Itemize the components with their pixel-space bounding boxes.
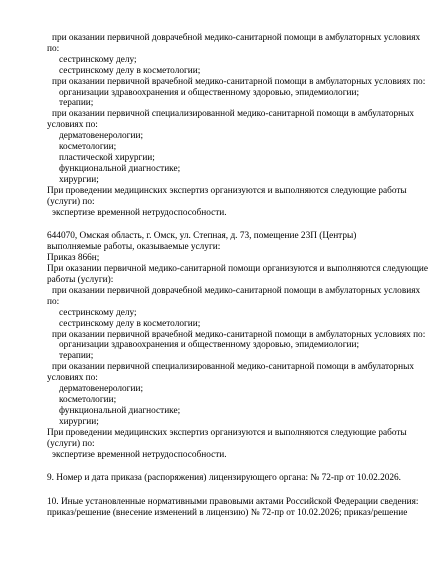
text-line: по:: [47, 43, 60, 54]
text-line: сестринскому делу;: [59, 54, 137, 65]
section-10-line: 10. Иные установленные нормативными правовыми актами Российской Федерации сведения:: [47, 497, 419, 508]
text-line: При проведении медицинских экспертиз организуются и выполняются следующие работы: [47, 185, 407, 196]
spacer: [47, 484, 390, 497]
text-line: сестринскому делу;: [59, 307, 137, 318]
text-line: при оказании первичной врачебной медико-санитарной помощи в амбулаторных условиях по:: [52, 76, 426, 87]
text-line: При оказании первичной медико-санитарной помощи организуются и выполняются следующие: [47, 264, 429, 275]
spacer: [47, 218, 390, 231]
text-line: организации здравоохранения и общественному здоровью, эпидемиологии;: [59, 340, 360, 351]
text-line: (услуги) по:: [47, 196, 95, 207]
text-line: работы (услуги):: [47, 275, 114, 286]
text-line: организации здравоохранения и общественному здоровью, эпидемиологии;: [59, 87, 360, 98]
text-line: хирургии;: [59, 174, 99, 185]
spacer: [47, 460, 390, 473]
text-line: по:: [47, 296, 60, 307]
text-line: функциональной диагностике;: [59, 405, 181, 416]
text-line: при оказании первичной специализированной медико-санитарной помощи в амбулаторных: [52, 362, 415, 373]
text-line: пластической хирургии;: [59, 152, 155, 163]
text-line: сестринскому делу в косметологии;: [59, 65, 201, 76]
text-line: При проведении медицинских экспертиз организуются и выполняются следующие работы: [47, 427, 407, 438]
text-line: при оказании первичной доврачебной медико-санитарной помощи в амбулаторных условиях: [52, 285, 421, 296]
text-line: хирургии;: [59, 416, 99, 427]
text-line: терапии;: [59, 98, 94, 109]
address-line: 644070, Омская область, г. Омск, ул. Степная, д. 73, помещение 23П (Центры): [47, 231, 357, 242]
text-line: Приказ 866н;: [47, 253, 100, 264]
text-line: выполняемые работы, оказываемые услуги:: [47, 242, 221, 253]
text-line: косметологии;: [59, 395, 117, 405]
text-line: при оказании первичной врачебной медико-санитарной помощи в амбулаторных условиях по:: [52, 329, 426, 340]
text-line: дерматовенерологии;: [59, 131, 144, 142]
section-9-line: 9. Номер и дата приказа (распоряжения) лицензирующего органа: № 72-пр от 10.02.2026.: [47, 473, 402, 484]
text-line: при оказании первичной доврачебной медико-санитарной помощи в амбулаторных условиях: [52, 33, 421, 43]
text-line: при оказании первичной специализированной медико-санитарной помощи в амбулаторных: [52, 109, 415, 120]
text-line: дерматовенерологии;: [59, 384, 144, 395]
text-line: условиях по:: [47, 120, 98, 131]
text-line: экспертизе временной нетрудоспособности.: [52, 207, 227, 218]
text-line: экспертизе временной нетрудоспособности.: [52, 449, 227, 460]
text-line: функциональной диагностике;: [59, 163, 181, 174]
text-line: терапии;: [59, 351, 94, 362]
text-line: сестринскому делу в косметологии;: [59, 318, 201, 329]
text-line: (услуги) по:: [47, 438, 95, 449]
text-line: косметологии;: [59, 142, 117, 153]
text-line: условиях по:: [47, 373, 98, 384]
text-line: приказ/решение (внесение изменений в лицензию) № 72-пр от 10.02.2026; приказ/решение: [47, 508, 408, 519]
